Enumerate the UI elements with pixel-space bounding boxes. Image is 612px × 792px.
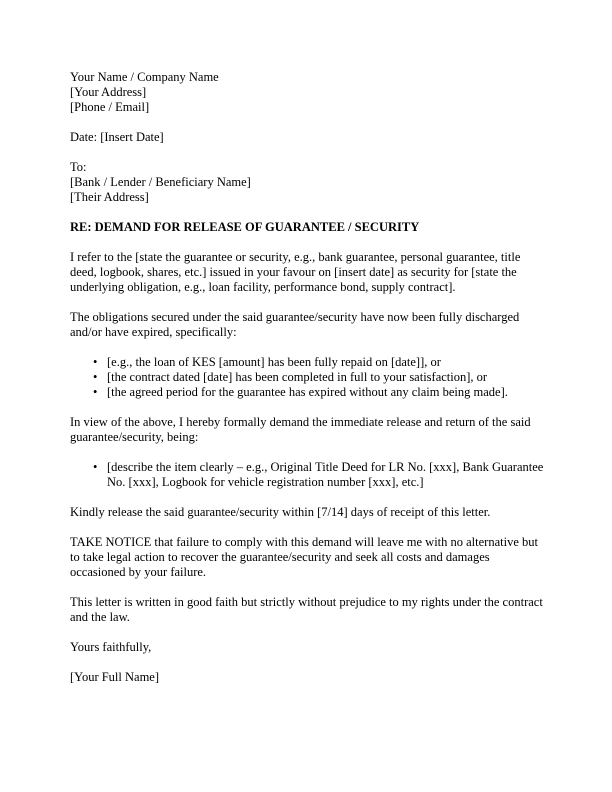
paragraph-obligations: The obligations secured under the said guarantee/security have now been fully discharged and/or have expired, specifically: (70, 310, 520, 339)
date-line: Date: [Insert Date] (70, 130, 164, 144)
recipient-block (70, 160, 546, 205)
subject-line: RE: DEMAND FOR RELEASE OF GUARANTEE / SECURITY (70, 220, 420, 234)
paragraph-good-faith: This letter is written in good faith but strictly without prejudice to my rights under the contract and the law. (70, 595, 543, 624)
discharge-bullet-item: • [the agreed period for the guarantee has expired without any claim being made]. (107, 385, 546, 400)
sender-block (70, 70, 546, 115)
release-bullet-list (70, 460, 546, 490)
paragraph-demand: In view of the above, I hereby formally demand the immediate release and return of the said guarantee/security, being: (70, 415, 531, 444)
signature-placeholder: [Your Full Name] (70, 670, 160, 684)
recipient-address: [Their Address] (70, 190, 149, 204)
recipient-name: [Bank / Lender / Beneficiary Name] (70, 175, 251, 189)
paragraph-deadline: Kindly release the said guarantee/security within [7/14] days of receipt of this letter. (70, 505, 491, 519)
closing: Yours faithfully, (70, 640, 152, 654)
paragraph-take-notice: TAKE NOTICE that failure to comply with this demand will leave me with no alternative but to take legal action to recover the guarantee/security and seek all costs and damages occasioned by your failure. (70, 535, 538, 579)
recipient-label: To: (70, 160, 87, 174)
sender-contact: [Phone / Email] (70, 100, 150, 114)
discharge-bullet-item: • [the contract dated [date] has been completed in full to your satisfaction], or (107, 370, 546, 385)
discharge-bullet-list (70, 355, 546, 400)
sender-address: [Your Address] (70, 85, 147, 99)
release-bullet-item: • [describe the item clearly – e.g., Original Title Deed for LR No. [xxx], Bank Guarantee No. [xxx], Logbook for vehicle registration number [xxx], etc.] (107, 460, 546, 490)
discharge-bullet-item: • [e.g., the loan of KES [amount] has been fully repaid on [date]], or (107, 355, 546, 370)
paragraph-intro: I refer to the [state the guarantee or security, e.g., bank guarantee, personal guarantee, title deed, logbook, shares, etc.] issued in your favour on [insert date] as security for [state the underlying obligation, e.g., loan facility, performance bond, supply contract]. (70, 250, 521, 294)
sender-name: Your Name / Company Name (70, 70, 219, 84)
